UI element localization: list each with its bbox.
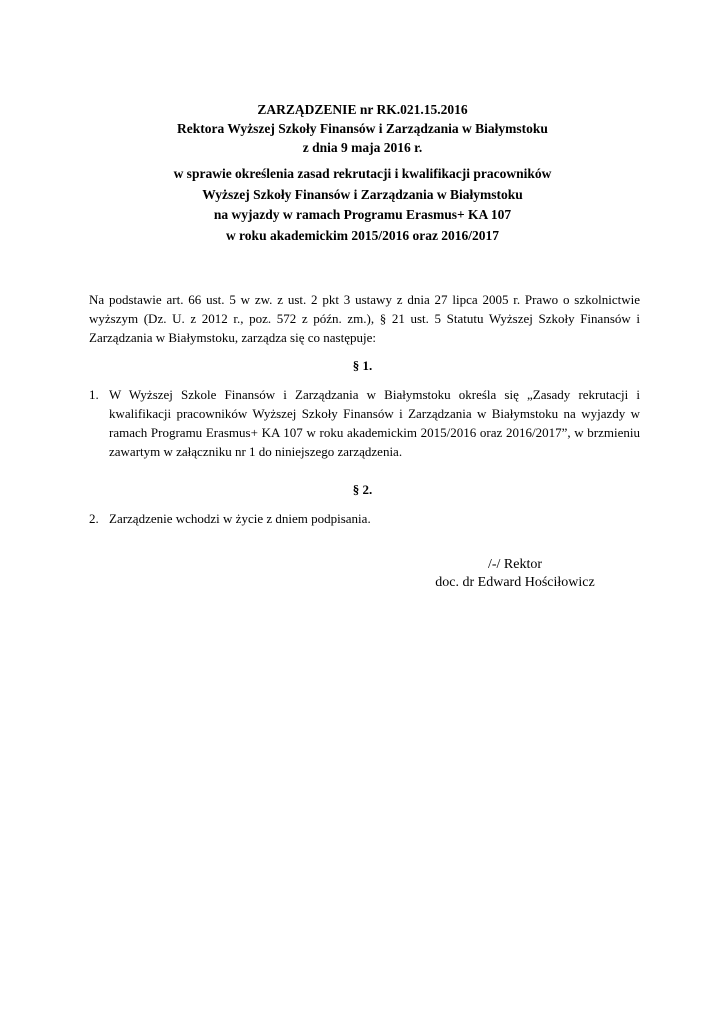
- subject-line: Wyższej Szkoły Finansów i Zarządzania w Białymstoku: [202, 186, 523, 202]
- subject-line: w sprawie określenia zasad rekrutacji i kwalifikacji pracowników: [173, 166, 552, 181]
- document-title: ZARZĄDZENIE nr RK.021.15.2016: [257, 102, 468, 117]
- item-text: Zarządzenie wchodzi w życie z dniem podpisania.: [109, 511, 371, 526]
- signature-name: doc. dr Edward Hościłowicz: [435, 575, 595, 590]
- legal-basis-paragraph: Na podstawie art. 66 ust. 5 w zw. z ust. 2 pkt 3 ustawy z dnia 27 lipca 2005 r. Prawo o szkolnictwie wyższym (Dz. U. z 2012 r., poz. 572 z późn. zm.), § 21 ust. 5 Statutu Wyższej Szkoły Finansów i Zarządzania w Białymstoku, zarządza się co następuje:: [89, 292, 640, 345]
- signature-block: [395, 556, 635, 592]
- document-subject: [0, 164, 725, 246]
- section-1-item: [89, 385, 640, 461]
- item-number: 1.: [89, 387, 99, 402]
- section-1-mark: § 1.: [352, 358, 373, 373]
- item-text: W Wyższej Szkole Finansów i Zarządzania w Białymstoku określa się „Zasady rekrutacji i kwalifikacji pracowników Wyższej Szkoły Finansów i Zarządzania w Białymstoku na wyjazdy w ramach Programu Erasmus+ KA 107 w roku akademickim 2015/2016 oraz 2016/2017”, w brzmieniu zawartym w załączniku nr 1 do niniejszego zarządzenia.: [109, 387, 640, 459]
- document-issuer: Rektora Wyższej Szkoły Finansów i Zarządzania w Białymstoku: [177, 121, 548, 136]
- document-date: z dnia 9 maja 2016 r.: [302, 140, 423, 155]
- subject-line: w roku akademickim 2015/2016 oraz 2016/2017: [225, 227, 500, 243]
- signature-role: /-/ Rektor: [487, 557, 543, 572]
- item-number: 2.: [89, 511, 99, 526]
- document-header: [0, 100, 725, 157]
- section-2-item: [89, 509, 640, 528]
- section-2-mark: § 2.: [352, 482, 373, 497]
- subject-line: na wyjazdy w ramach Programu Erasmus+ KA 107: [213, 207, 512, 222]
